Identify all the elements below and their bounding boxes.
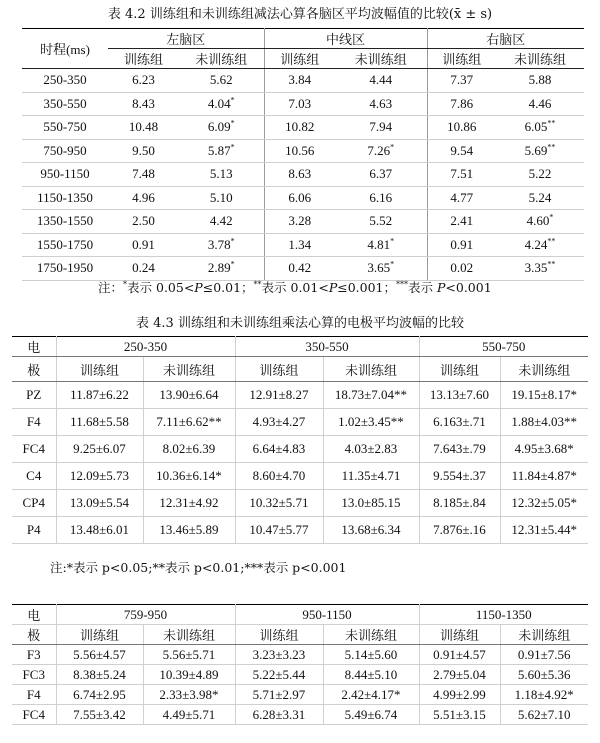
value-cell: 4.03±2.83 [323,436,419,463]
value-text: 9.54 [450,142,474,158]
value-cell: 9.554±.37 [419,463,500,490]
value-cell [427,210,496,234]
electrode-cell: F4 [12,685,56,705]
significance-mark: * [549,212,554,222]
value-cell: 2.33±3.98* [143,685,235,705]
electrode-cell: FC3 [12,665,56,685]
subheader: 训练组 [419,357,500,382]
value-text: 2.41 [450,213,474,229]
value-text: 4.60 [526,213,550,229]
table-row [22,186,584,210]
value-cell [496,116,584,140]
value-cell: 13.46±5.89 [143,517,235,544]
value-text: 6.16 [369,189,393,205]
table-row [12,685,588,705]
value-text: 5.87 [207,142,231,158]
group-right-header: 右脑区 [427,29,584,49]
value-cell [496,139,584,163]
electrode-cell: PZ [12,382,56,409]
group-header: 759-950 [56,605,235,625]
value-cell: 11.35±4.71 [323,463,419,490]
value-cell: 5.60±5.36 [500,665,588,685]
period-cell: 1750-1950 [22,257,108,281]
value-cell: 5.14±5.60 [323,645,419,665]
table-4-3-continued [12,604,588,725]
group-header: 250-350 [56,337,235,357]
value-cell: 8.02±6.39 [143,436,235,463]
value-cell: 12.31±5.44* [500,517,588,544]
period-cell: 550-750 [22,116,108,140]
value-cell [108,92,179,116]
significance-mark: * [230,142,235,152]
table-row [12,409,588,436]
value-cell: 1.18±4.92* [500,685,588,705]
value-text: 0.91 [450,236,474,252]
value-cell: 5.71±2.97 [235,685,323,705]
value-cell: 10.47±5.77 [235,517,323,544]
value-text: 3.78 [207,236,231,252]
value-cell: 6.28±3.31 [235,705,323,725]
value-cell [179,257,264,281]
value-text: 4.04 [207,95,231,111]
value-text: 4.46 [528,95,552,111]
table-row [12,705,588,725]
value-cell [264,139,335,163]
table-row [12,382,588,409]
value-cell [427,163,496,187]
value-cell: 12.31±4.92 [143,490,235,517]
value-cell [427,186,496,210]
electrode-cell: CP4 [12,490,56,517]
subheader: 训练组 [235,625,323,645]
value-text: 10.56 [285,142,315,158]
table2-note: 注:*表示 p<0.05;**表示 p<0.01;***表示 p<0.001 [50,560,347,575]
electrode-header-bottom: 极 [12,357,56,382]
value-text: 4.42 [209,213,233,229]
value-text: 7.86 [450,95,474,111]
value-cell: 9.25±6.07 [56,436,143,463]
value-cell: 7.11±6.62** [143,409,235,436]
subheader: 未训练组 [323,357,419,382]
value-text: 1.34 [288,236,312,252]
value-cell [335,69,427,93]
period-cell: 1150-1350 [22,186,108,210]
value-cell [264,69,335,93]
value-cell: 19.15±8.17* [500,382,588,409]
value-text: 7.94 [369,119,393,135]
value-cell [108,139,179,163]
value-cell: 18.73±7.04** [323,382,419,409]
value-cell: 6.74±2.95 [56,685,143,705]
value-cell [335,257,427,281]
value-cell: 11.68±5.58 [56,409,143,436]
subheader: 未训练组 [500,625,588,645]
value-cell: 6.163±.71 [419,409,500,436]
value-cell [108,69,179,93]
value-cell [335,210,427,234]
value-text: 7.37 [450,72,474,88]
value-text: 10.86 [447,119,477,135]
value-cell: 13.48±6.01 [56,517,143,544]
period-cell: 1350-1550 [22,210,108,234]
value-cell [335,116,427,140]
table-row [22,163,584,187]
value-cell [108,186,179,210]
electrode-cell: F4 [12,409,56,436]
value-cell [496,210,584,234]
electrode-cell: FC4 [12,705,56,725]
table-4-3 [12,336,588,544]
value-text: 7.26 [367,142,391,158]
value-text: 5.88 [528,72,552,88]
value-cell: 13.68±6.34 [323,517,419,544]
subheader: 训练组 [419,625,500,645]
value-text: 2.50 [132,213,155,229]
period-cell: 350-550 [22,92,108,116]
table-row [22,210,584,234]
value-text: 4.63 [369,95,393,111]
period-cell: 750-950 [22,139,108,163]
value-cell [264,210,335,234]
value-cell: 3.23±3.23 [235,645,323,665]
table-row [12,645,588,665]
value-text: 5.13 [209,166,233,182]
group-header: 550-750 [419,337,588,357]
significance-mark: ** [547,236,556,246]
value-cell [108,210,179,234]
group-header: 1150-1350 [419,605,588,625]
value-text: 3.84 [288,72,312,88]
value-cell: 0.91±4.57 [419,645,500,665]
value-cell [179,92,264,116]
value-text: 4.44 [369,72,393,88]
electrode-cell: F3 [12,645,56,665]
table-row [12,436,588,463]
value-text: 0.02 [450,260,474,276]
value-cell [427,92,496,116]
value-cell: 8.185±.84 [419,490,500,517]
value-cell: 2.79±5.04 [419,665,500,685]
value-cell [179,233,264,257]
value-cell [335,139,427,163]
value-cell [264,233,335,257]
value-text: 5.22 [528,166,552,182]
value-cell: 5.51±3.15 [419,705,500,725]
significance-mark: * [230,236,235,246]
value-text: 0.42 [288,260,312,276]
subheader: 未训练组 [500,357,588,382]
electrode-header-top: 电 [12,337,56,357]
value-cell [427,139,496,163]
value-cell [179,210,264,234]
period-cell: 950-1150 [22,163,108,187]
table1-caption: 表 4.2 训练组和未训练组减法心算各脑区平均波幅值的比较(x̄ ± s) [107,7,493,22]
value-text: 6.23 [132,72,155,88]
significance-mark: ** [547,259,556,269]
value-cell: 8.44±5.10 [323,665,419,685]
value-cell: 13.09±5.54 [56,490,143,517]
value-text: 10.82 [285,119,315,135]
value-cell [179,69,264,93]
table-row [12,463,588,490]
value-cell [264,257,335,281]
value-text: 8.63 [288,166,312,182]
subheader: 训练组 [264,49,335,69]
value-cell: 6.64±4.83 [235,436,323,463]
electrode-header-top: 电 [12,605,56,625]
value-text: 6.09 [207,119,231,135]
value-text: 8.43 [132,95,155,111]
value-cell: 7.55±3.42 [56,705,143,725]
value-cell [179,186,264,210]
value-cell: 13.0±85.15 [323,490,419,517]
value-cell: 4.95±3.68* [500,436,588,463]
subheader: 训练组 [56,357,143,382]
table-row [12,665,588,685]
electrode-header-bottom: 极 [12,625,56,645]
table-row [22,116,584,140]
value-cell: 7.876±.16 [419,517,500,544]
value-cell [427,116,496,140]
subheader: 未训练组 [335,49,427,69]
subheader: 未训练组 [323,625,419,645]
value-cell: 5.56±5.71 [143,645,235,665]
value-text: 5.52 [369,213,393,229]
table-row [22,92,584,116]
value-cell [264,116,335,140]
table-row [12,517,588,544]
value-cell: 12.91±8.27 [235,382,323,409]
value-cell [179,163,264,187]
table-row [12,490,588,517]
value-text: 6.37 [369,166,393,182]
value-text: 7.48 [132,166,155,182]
significance-mark: * [390,142,395,152]
value-cell: 13.13±7.60 [419,382,500,409]
value-text: 4.77 [450,189,474,205]
value-cell [108,233,179,257]
value-cell [335,163,427,187]
value-text: 0.24 [132,260,155,276]
group-left-header: 左脑区 [108,29,264,49]
subheader: 训练组 [56,625,143,645]
value-cell [335,186,427,210]
value-text: 4.24 [524,236,548,252]
significance-mark: ** [547,118,556,128]
value-cell: 0.91±7.56 [500,645,588,665]
subheader: 训练组 [108,49,179,69]
value-cell: 4.99±2.99 [419,685,500,705]
value-cell: 5.56±4.57 [56,645,143,665]
table1-note: 注：*表示 0.05<P≤0.01；**表示 0.01<P≤0.001；***表示 P<0.001 [98,279,492,295]
value-cell: 1.88±4.03** [500,409,588,436]
value-cell [496,92,584,116]
value-text: 6.05 [524,119,548,135]
period-column-header: 时程(ms) [22,29,108,69]
electrode-cell: C4 [12,463,56,490]
significance-mark: * [390,259,395,269]
period-cell: 250-350 [22,69,108,93]
value-text: 4.96 [132,189,155,205]
value-text: 0.91 [132,236,155,252]
value-cell [496,163,584,187]
value-cell: 1.02±3.45** [323,409,419,436]
electrode-cell: P4 [12,517,56,544]
value-text: 9.50 [132,142,155,158]
significance-mark: * [390,236,395,246]
table-row [22,257,584,281]
group-header: 350-550 [235,337,419,357]
value-text: 5.10 [209,189,233,205]
value-cell [335,233,427,257]
value-cell [108,116,179,140]
group-header: 950-1150 [235,605,419,625]
group-middle-header: 中线区 [264,29,427,49]
value-cell: 4.49±5.71 [143,705,235,725]
value-cell [496,186,584,210]
table-row [22,69,584,93]
value-cell: 12.32±5.05* [500,490,588,517]
value-cell: 11.87±6.22 [56,382,143,409]
value-text: 4.81 [367,236,391,252]
significance-mark: ** [547,142,556,152]
table-row [22,139,584,163]
value-text: 7.51 [450,166,474,182]
table2-caption: 表 4.3 训练组和未训练组乘法心算的电极平均波幅的比较 [136,316,464,331]
value-text: 7.03 [288,95,312,111]
significance-mark: * [230,118,235,128]
table-4-2 [22,28,584,281]
value-cell: 8.38±5.24 [56,665,143,685]
value-cell: 11.84±4.87* [500,463,588,490]
value-text: 3.28 [288,213,312,229]
value-text: 5.69 [524,142,548,158]
value-cell: 12.09±5.73 [56,463,143,490]
value-text: 5.24 [528,189,552,205]
value-cell [496,69,584,93]
value-text: 3.65 [367,260,391,276]
value-cell: 10.39±4.89 [143,665,235,685]
subheader: 未训练组 [496,49,584,69]
table-row [22,233,584,257]
value-cell [335,92,427,116]
significance-mark: * [230,95,235,105]
subheader: 未训练组 [143,357,235,382]
value-cell: 5.49±6.74 [323,705,419,725]
value-cell: 7.643±.79 [419,436,500,463]
value-cell [427,257,496,281]
value-cell [108,257,179,281]
value-cell [264,92,335,116]
period-cell: 1550-1750 [22,233,108,257]
value-cell: 4.93±4.27 [235,409,323,436]
value-cell: 13.90±6.64 [143,382,235,409]
value-cell: 10.32±5.71 [235,490,323,517]
subheader: 训练组 [235,357,323,382]
value-cell [496,257,584,281]
significance-mark: * [230,259,235,269]
value-cell [496,233,584,257]
value-text: 5.62 [209,72,233,88]
value-cell: 5.22±5.44 [235,665,323,685]
value-text: 6.06 [288,189,312,205]
value-cell [179,116,264,140]
value-cell: 5.62±7.10 [500,705,588,725]
value-cell [427,233,496,257]
value-text: 3.35 [524,260,548,276]
value-cell [264,163,335,187]
subheader: 未训练组 [179,49,264,69]
value-cell [264,186,335,210]
value-cell [427,69,496,93]
subheader: 训练组 [427,49,496,69]
electrode-cell: FC4 [12,436,56,463]
value-cell [179,139,264,163]
value-text: 10.48 [128,119,159,135]
value-cell [108,163,179,187]
value-cell: 8.60±4.70 [235,463,323,490]
value-cell: 2.42±4.17* [323,685,419,705]
value-text: 2.89 [207,260,231,276]
value-cell: 10.36±6.14* [143,463,235,490]
subheader: 未训练组 [143,625,235,645]
